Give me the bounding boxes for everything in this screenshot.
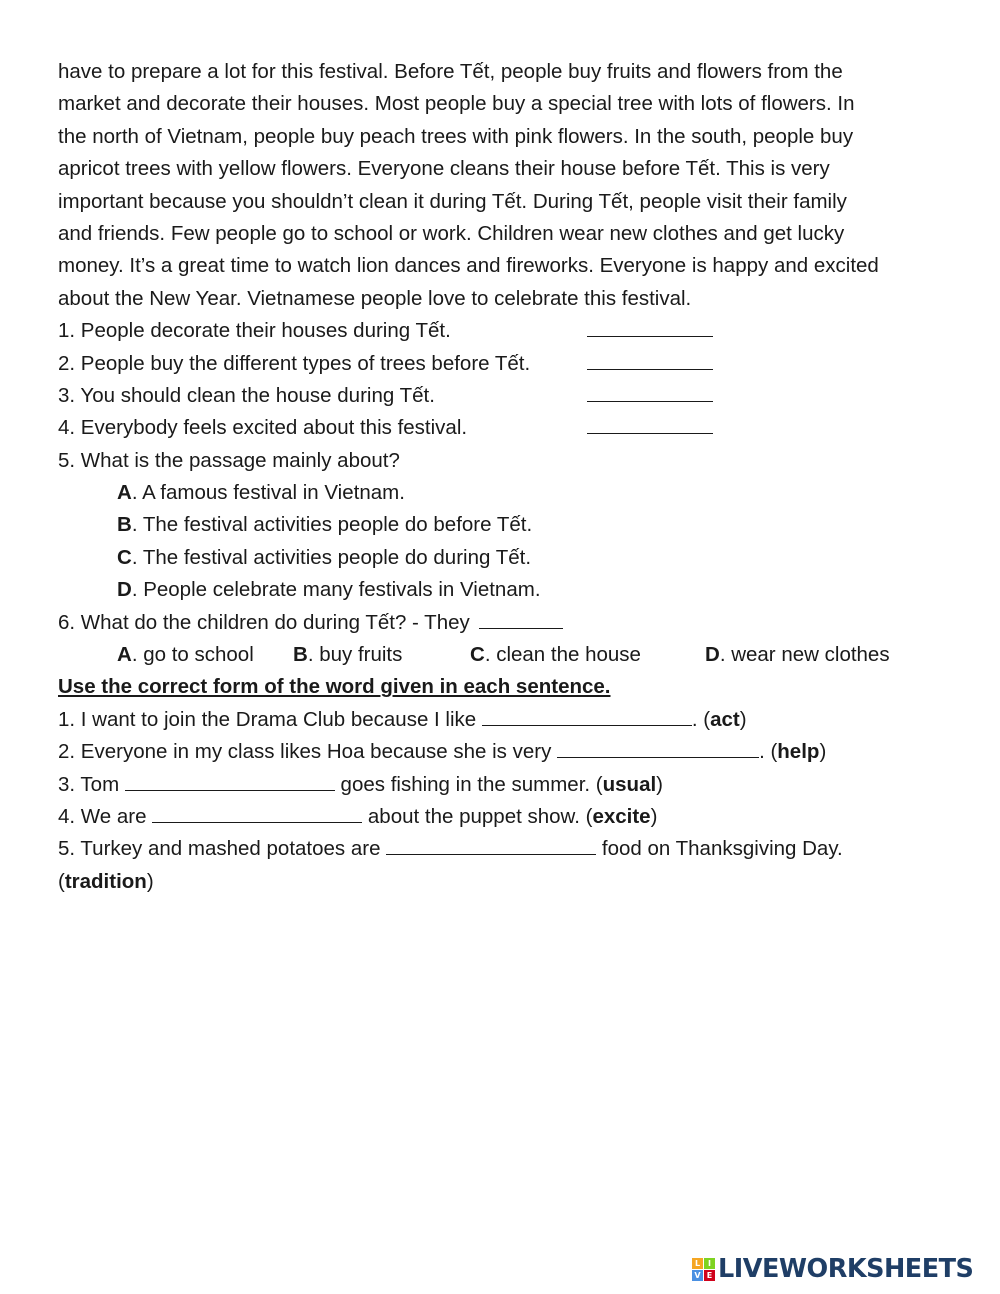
passage-line: and friends. Few people go to school or work. Children wear new clothes and get lucky: [58, 221, 845, 245]
tf-question: [58, 315, 948, 347]
word-form-item: [58, 769, 948, 801]
given-word: act: [710, 707, 740, 731]
tf-question-text: 3. You should clean the house during Tết.: [58, 383, 435, 407]
logo-mark-cell: E: [704, 1270, 715, 1281]
passage-line: the north of Vietnam, people buy peach trees with pink flowers. In the south, people buy: [58, 124, 854, 148]
tf-answer-blank[interactable]: [587, 380, 713, 402]
answer-blank[interactable]: [557, 737, 759, 758]
given-word: tradition: [64, 869, 147, 893]
word-form-section: [58, 671, 948, 898]
answer-blank[interactable]: [125, 770, 335, 791]
question-6: [58, 607, 948, 672]
sentence-text: 3. Tom: [58, 772, 120, 796]
choice-option-c[interactable]: [470, 639, 641, 671]
choice-text: . The festival activities people do before Tết.: [131, 513, 533, 537]
tf-answer-blank[interactable]: [587, 315, 713, 337]
word-form-item: [58, 704, 948, 736]
choice-option-b[interactable]: [58, 509, 948, 541]
choice-letter: C: [117, 545, 132, 569]
passage-line: have to prepare a lot for this festival. Before Tết, people buy fruits and flowers from the: [58, 60, 843, 83]
choice-option-a[interactable]: [117, 639, 254, 671]
logo-mark-cell: V: [692, 1270, 703, 1281]
tf-question-text: 1. People decorate their houses during Tết.: [58, 319, 451, 343]
tf-question-text: 4. Everybody feels excited about this festival.: [58, 416, 468, 440]
logo-mark-cell: I: [704, 1258, 715, 1269]
logo-mark-icon: [692, 1258, 715, 1281]
choice-text: . A famous festival in Vietnam.: [131, 481, 405, 505]
answer-blank[interactable]: [386, 834, 596, 855]
section-heading: Use the correct form of the word given in each sentence.: [58, 675, 611, 699]
choice-letter: B: [293, 643, 308, 667]
sentence-text: about the puppet show. (: [362, 804, 593, 828]
given-word: usual: [602, 772, 657, 796]
question-text: 6. What do the children do during Tết? - They: [58, 610, 470, 634]
sentence-text: ): [650, 804, 658, 828]
passage-line: important because you shouldn’t clean it during Tết. During Tết, people visit their family: [58, 189, 847, 213]
tf-answer-blank[interactable]: [587, 412, 713, 434]
word-form-item: [58, 801, 948, 833]
word-form-item: [58, 736, 948, 768]
sentence-text: 2. Everyone in my class likes Hoa because she is very: [58, 740, 552, 764]
sentence-text: 5. Turkey and mashed potatoes are: [58, 837, 381, 861]
sentence-text: . (: [759, 740, 778, 764]
choice-text: . The festival activities people do during Tết.: [131, 545, 532, 569]
sentence-text: food on Thanksgiving Day.: [596, 837, 843, 861]
choice-option-d[interactable]: [705, 639, 890, 671]
tf-answer-blank[interactable]: [587, 348, 713, 370]
passage-line: market and decorate their houses. Most people buy a special tree with lots of flowers. In: [58, 92, 855, 116]
choice-letter: B: [117, 513, 132, 537]
choice-option-d[interactable]: [58, 574, 948, 606]
true-false-section: [58, 315, 948, 445]
tf-question: [58, 412, 948, 444]
tf-question-text: 2. People buy the different types of trees before Tết.: [58, 351, 531, 375]
question-5: [58, 445, 948, 607]
passage-line: money. It’s a great time to watch lion dances and fireworks. Everyone is happy and excited: [58, 254, 879, 278]
tf-question: [58, 348, 948, 380]
choice-letter: D: [705, 643, 720, 667]
liveworksheets-logo: [692, 1254, 973, 1284]
choice-letter: A: [117, 481, 132, 505]
question-text: 5. What is the passage mainly about?: [58, 448, 400, 472]
choice-text: . wear new clothes: [719, 643, 890, 667]
choice-row: [58, 639, 948, 671]
choice-letter: C: [470, 643, 485, 667]
sentence-text: 4. We are: [58, 804, 147, 828]
question-text-row: [58, 607, 948, 639]
passage-line: about the New Year. Vietnamese people love to celebrate this festival.: [58, 286, 692, 310]
word-form-item-continued: [58, 866, 948, 898]
reading-passage: [58, 56, 948, 315]
logo-mark-cell: L: [692, 1258, 703, 1269]
sentence-text: ): [146, 869, 154, 893]
choice-option-a[interactable]: [58, 477, 948, 509]
sentence-text: ): [819, 740, 827, 764]
sentence-text: 1. I want to join the Drama Club because I like: [58, 707, 477, 731]
answer-blank[interactable]: [482, 705, 692, 726]
choice-letter: A: [117, 643, 132, 667]
answer-blank[interactable]: [152, 802, 362, 823]
choice-option-c[interactable]: [58, 542, 948, 574]
given-word: excite: [592, 804, 651, 828]
choice-text: . clean the house: [484, 643, 641, 667]
choice-letter: D: [117, 578, 132, 602]
answer-blank[interactable]: [479, 608, 563, 629]
sentence-text: ): [656, 772, 663, 796]
sentence-text: goes fishing in the summer. (: [334, 772, 603, 796]
given-word: help: [777, 740, 820, 764]
choice-text: . buy fruits: [307, 643, 403, 667]
choice-text: . People celebrate many festivals in Vietnam.: [131, 578, 541, 602]
sentence-text: (: [58, 869, 65, 893]
choice-option-b[interactable]: [293, 639, 402, 671]
choice-text: . go to school: [131, 643, 254, 667]
passage-line: apricot trees with yellow flowers. Everyone cleans their house before Tết. This is very: [58, 157, 830, 181]
logo-text: LIVEWORKSHEETS: [718, 1254, 974, 1284]
sentence-text: ): [739, 707, 747, 731]
tf-question: [58, 380, 948, 412]
word-form-item: [58, 833, 948, 865]
worksheet-page: [58, 56, 948, 898]
sentence-text: . (: [691, 707, 711, 731]
